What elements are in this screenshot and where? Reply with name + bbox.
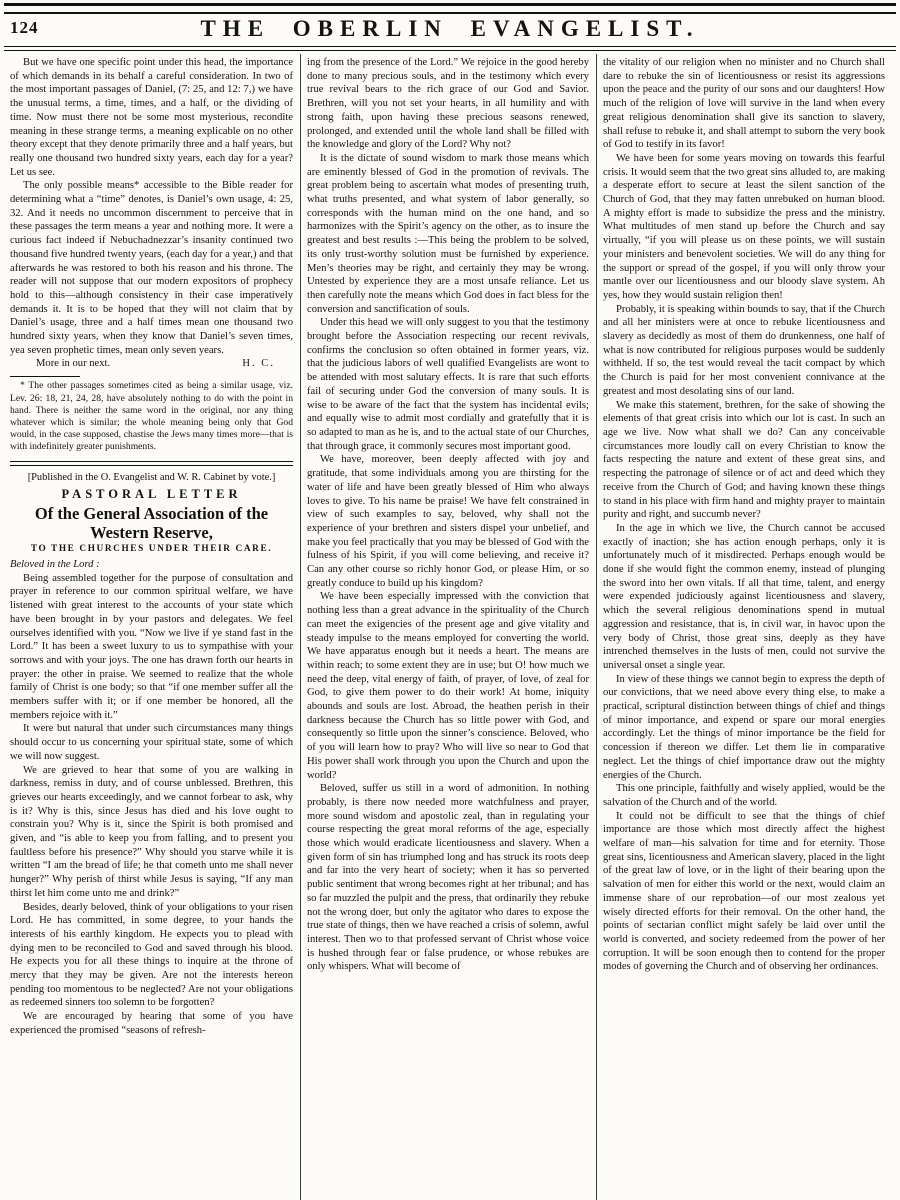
footnote-rule	[10, 376, 80, 377]
pastoral-letter-heading: PASTORAL LETTER	[61, 486, 242, 501]
letter-paragraph: Beloved, suffer us still in a word of admonition. In nothing probably, is there now needed more watchfulness and prayer, more sound wisdom and apostolic zeal, than in regulating your course respecting the great moral reforms of the age, especially those which would eradicate licentiousness and slavery. When a given form of sin has triumphed long and has struck its roots deep and far into the very heart of society; when it has so perverted public sentiment that wrong becomes right at her tribunal; and has so far muzzled the pulpit and the press, that ordinarily they rebuke not the wrong doer, but only the agitator who dares to expose the true state of things, then we have reached a crisis of solemn, awful interest. Then wo to that professed servant of Christ whose voice is hushed through fear or false prudence, or whose rebukes are only whispers. What will become of	[307, 783, 589, 973]
top-double-rule	[4, 3, 896, 14]
column-1	[4, 54, 300, 1200]
letter-paragraph: Under this head we will only suggest to you that the testimony brought before the Association respecting our recent revivals, confirms the conclusion so often obtained in former years, viz. that the judicious labors of well qualified Evangelists are wont to be attended with most salutary effects. It is rare that such efforts fail of securing under God the conversion of many souls. It is wise to be aware of the fact that the system has incidental evils; and equally wise to admit most cordially and gratefully that it is so adapted to man as he is, and to the actual state of our Churches, that through grace, it commonly secures most important good.	[307, 317, 589, 452]
letter-paragraph: We are encouraged by hearing that some of you have experienced the promised “seasons of refresh-	[10, 1011, 293, 1036]
column-3	[596, 54, 892, 1200]
column-2	[300, 54, 596, 1200]
letter-paragraph: We have been for some years moving on towards this fearful crisis. It would seem that the two great sins alluded to, are making a desperate effort to secure at least the silent sanction of the Church of God, that they may fatten unrebuked on human blood. A mighty effort is made to subsidize the press and the ministry. What multitudes of men stand up before the Church and say virtually, “if you will please us on these points, we will sustain your ministers and benevolent societies. We will do any thing for the support or spread of the gospel, if you will only throw your mantle over our licentiousness and our bloody slave system. Ah yes, how they would sustain religion then!	[603, 152, 885, 301]
masthead-row	[4, 16, 896, 42]
masthead-title: THE OBERLIN EVANGELIST.	[200, 16, 700, 41]
letter-paragraph: Being assembled together for the purpose of consultation and prayer in reference to our common spiritual welfare, we have listened with great interest to the accounts of your state which have been brought in by your pastors and delegates. We feel ourselves identified with you. “Now we live if ye stand fast in the Lord.” It has been a sweet luxury to us to sympathise with your sorrows and with your joys. The one has drawn forth our hearts in prayer: the other in praise. We seemed to realize that the whole family of Christ is one body; so that “if one member suffer all the members suffer with it; or if one member be honored, all the members rejoice with it.”	[10, 572, 293, 721]
column-container	[4, 54, 896, 1200]
letter-paragraph: We have, moreover, been deeply affected with joy and gratitude, that some individuals among you are thirsting for the water of life and have been greatly blessed of Him who always loves to give. To his name be praise! We have felt constrained in view of such examples to say, beloved, why shall not the experience of your brethren and sisters dispel your unbelief, and make you feel practically that you may be blessed of God with the fulness of his Spirit, if you will come believing, and receive it? Can any other course so richly honor God, or please Him, or so greatly conduce to build up his kingdom?	[307, 454, 589, 589]
letter-paragraph: It could not be difficult to see that the things of chief importance are those which most directly affect the highest welfare of man—his salvation for time and for eternity. Those great sins, licentiousness and American slavery, placed in the light of the great law of love, or in the light of their bearing upon the salvation of men for either this world or the next, would claim an immense share of our reprobation—of our most zealous yet wisely directed efforts for their removal. On the other hand, the points of sectarian conflict might safely be laid over until the world is converted, and society redeemed from the power of her corruption. It will be soon enough then to contend for the proper modes of governing the Church and of observing her ordinances.	[603, 810, 885, 973]
letter-paragraph: It is the dictate of sound wisdom to mark those means which are eminently blessed of God in the promotion of revivals. The great problem being to ascertain what modes of presenting truth, what truths presented, and what system of labor generally, so corresponds with the human mind on the one hand, and so harmonizes with the Spirit’s agency on the other, as to insure the greatest and best results :—This being the problem to be solved, its only trust-worthy solution must be furnished by experience. Men’s theories may be right, and certainly they may be wrong. Untested by experience they are a most unsafe reliance. Let us then carefully note the means which God does in fact bless for the conversion and sanctification of souls.	[307, 152, 589, 315]
author-initials: H. C.	[242, 358, 275, 370]
masthead-double-rule	[4, 46, 896, 51]
signature-row	[10, 357, 293, 371]
letter-paragraph: It were but natural that under such circumstances many things should occur to us concerning your spiritual state, some of which we will now suggest.	[10, 723, 293, 762]
more-in-next-line: More in our next.	[36, 358, 111, 370]
published-note: [Published in the O. Evangelist and W. R. Cabinet by vote.]	[27, 471, 276, 483]
letter-paragraph: We make this statement, brethren, for the sake of showing the elements of that great crisis into which our lot is cast. In such an age we live. Now what shall we do? Can any conceivable circumstances more loudly call on every Christian to know the facts respecting the nature and extent of these great sins, and respecting the patronage of silence or of act and deed which they receive from the Church of God; and having known these things to stand in his place with firm hand and mighty prayer to maintain purity and right, and succumb never?	[603, 399, 885, 521]
section-double-rule	[10, 461, 293, 466]
letter-paragraph: the vitality of our religion when no minister and no Church shall dare to rebuke the sin of licentiousness or resist its aggressions upon the peace and the purity of our sons and our daughters! How much of the religion of love will survive in the land when every great religious denomination shall give its sanction to slavery, shall refuse to rebuke it, and shall attempt to suborn the very book of God to testify in its favor!	[603, 57, 885, 151]
letter-paragraph: This one principle, faithfully and wisely applied, would be the salvation of the Church and of the world.	[603, 783, 885, 808]
letter-paragraph: We are grieved to hear that some of you are walking in darkness, remiss in duty, and of course unblessed. Brethren, this grieves our hearts exceedingly, and we cannot forbear to ask, why is it? Why is this, since Jesus has died and his love ought to constrain you? Why is it, since the Spirit is both promised and given, and “is able to keep you from falling, and to present you faultless before his presence?” Why should you starve while it is written “I am the bread of life; he that cometh unto me shall never hunger?” Why perish of thirst while Jesus is saying, “If any man thirst let him come unto me and drink?”	[10, 764, 293, 899]
article-paragraph: The only possible means* accessible to the Bible reader for determining what a “time” denotes, is Daniel’s own usage, 4: 25, 32. And it needs no uncommon discernment to perceive that in these passages the term means a year and nothing more. It were a curious fact indeed if Nebuchadnezzar’s insanity continued two thousand five hundred twenty years, (each day for a year,) and that afterwards he was restored to both his reason and his throne. The reader will not suppose that our modern expositors of prophecy hold to this—although consistency in their case imperatively demands it. It is to be hoped that they will not claim that by Daniel’s usage, three and a half times mean one thousand two hundred sixty years, when they know that Daniel’s seven times, yea seven prophetic times, mean only seven years.	[10, 180, 293, 356]
letter-paragraph: Probably, it is speaking within bounds to say, that if the Church and all her ministers were at once to rebuke licentiousness and slavery as decidedly as most of them do drunkenness, one half of what is now contributed for religious purposes would be suddenly withheld. If so, the test would reveal the tacit compact by which the Church is paid for her most convenient connivance at the greatest and most desolating sins of our land.	[603, 303, 885, 397]
letter-paragraph: ing from the presence of the Lord.” We rejoice in the good hereby done to many precious souls, and in the testimony which every true revival bears to the rich grace of our God and Savior. Brethren, will you not set your hearts, in all humility and with strong faith, upon having these precious seasons renewed, prolonged, and extended until the whole land shall be filled with the knowledge and glory of the Lord? Why not?	[307, 57, 589, 151]
salutation: Beloved in the Lord :	[10, 558, 100, 570]
letter-paragraph: Besides, dearly beloved, think of your obligations to your risen Lord. He has committed, in some degree, to your hands the interests of his earthly kingdom. He expects you to plead with dying men to be reconciled to God and saved through his blood. He expects you for all these things to inquire at the throne of mercy that they may be given. Are not the interests hereon pending too momentous to be neglected? Are not your obligations as redeemed sinners too solemn to be forgotten?	[10, 901, 293, 1009]
churches-subheading: TO THE CHURCHES UNDER THEIR CARE.	[30, 543, 273, 554]
letter-paragraph: In view of these things we cannot begin to express the depth of our convictions, that we need above every thing else, to make a practical, scriptural distinction between things of chief and things of minor importance, and expend or spare our moral energies accordingly. Let the things of minor importance be the field for concession if thereon we differ. Let them lie in comparative neglect. Let the things of chief importance draw out the mighty energies of the Church.	[603, 673, 885, 781]
letter-paragraph: In the age in which we live, the Church cannot be accused exactly of inaction; she has action enough perhaps, only it is unfortunately much of it misdirected. Perhaps enough would be done if she would fight the common enemy, instead of plunging the sword into her own vitals. If all that time, talent, and energy were expended judiciously against licentiousness and slavery, which the several religious denominations spend in mutual aggression and resistance, that is, in civil war, in havoc upon the very body of Christ, those great sins, deeply as they have intrenched themselves in the lusts of men, could not survive the universal onset a single year.	[603, 522, 885, 671]
letter-paragraph: We have been especially impressed with the conviction that nothing less than a great advance in the spirituality of the Church can meet the exigencies of the present age and give vitality and steady impulse to the means employed for converting the world. We have apparatus enough but it needs a heart. The means are within reach; to some extent they are in use; but O! how much we need the deep, vital energy of faith, of prayer, of love, of zeal for God, to give them power to do their work! At home, iniquity abounds and souls are lost. Abroad, the heathen perish in their darkness because the Church has so little power with God, and consequently so little upon the sinner’s conscience. Beloved, who of you will learn how to pray? Who will live so near to God that His power shall work through you upon the Church and upon the world?	[307, 591, 589, 781]
association-heading: Of the General Association of the Western Reserve,	[34, 503, 269, 542]
article-paragraph: But we have one specific point under this head, the importance of which demands in its behalf a careful consideration. In two of the most important passages of Daniel, (7: 25, and 12: 7,) we have the unusual terms, a time, times, and a half, or the dividing of time. Now must there not be some most mysterious, recondite meaning in these strange terms, a meaning explicable on no other theory except that they denote primarily three and a half years, but really one thousand two hundred sixty years, each day for a year? Let us see.	[10, 57, 293, 178]
page-number: 124	[10, 18, 39, 37]
footnote-text: * The other passages sometimes cited as being a similar usage, viz. Lev. 26: 18, 21, 24, 28, have absolutely nothing to do with the point in hand. There is neither the same word in the original, nor any thing whatever which is similar; the whole meaning being only that God would, in the case supposed, chastise the Jews many times more—that is with indefinitely greater punishments.	[10, 380, 293, 453]
